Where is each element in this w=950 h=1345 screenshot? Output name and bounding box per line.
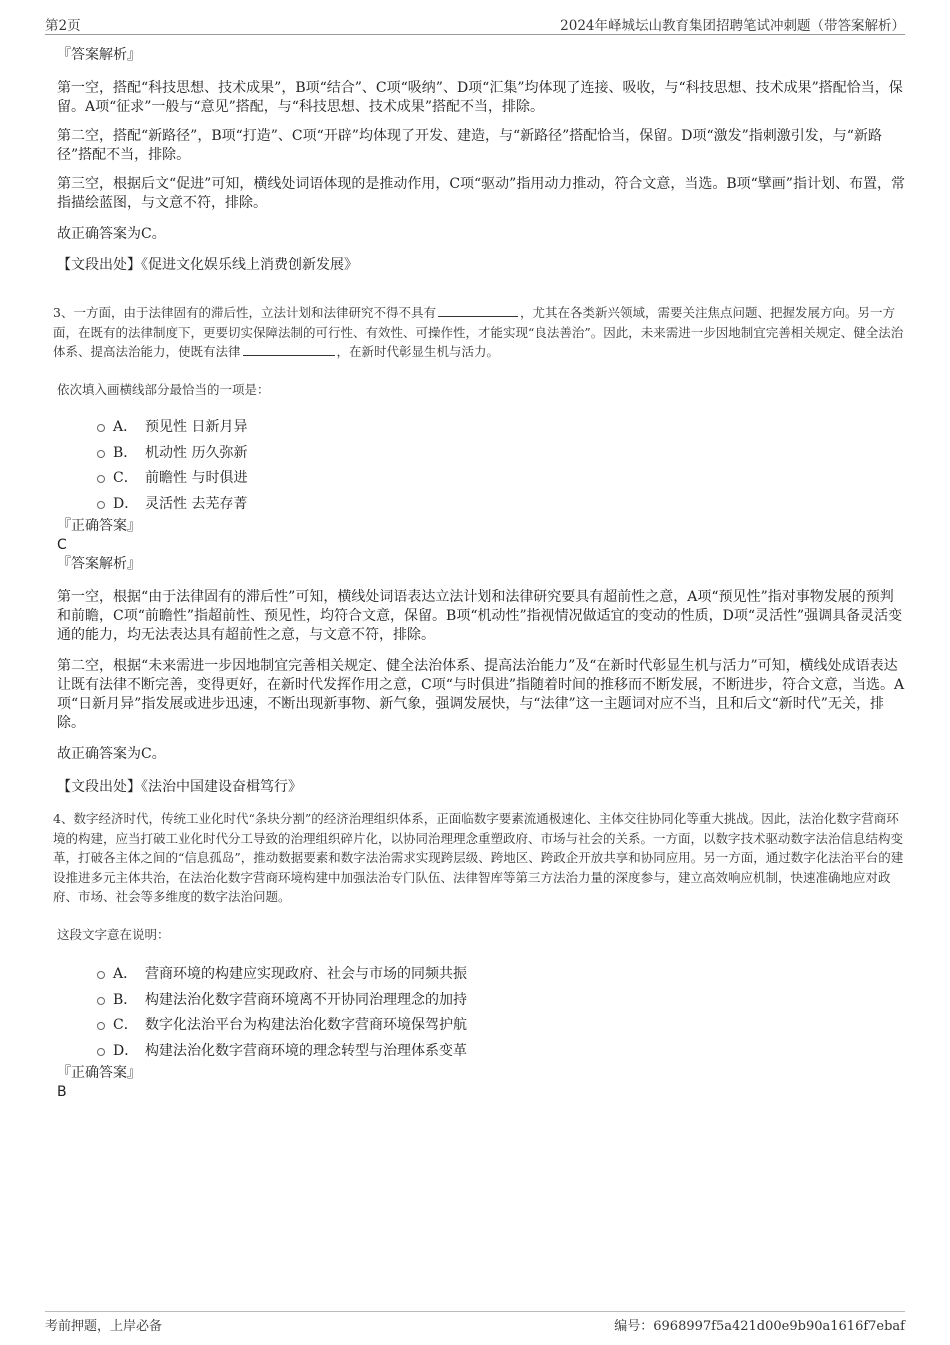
- option-a[interactable]: A． 营商环境的构建应实现政府、社会与市场的同频共振: [57, 962, 905, 988]
- document-title: 2024年峄城坛山教育集团招聘笔试冲刺题（带答案解析）: [560, 18, 905, 34]
- answer-value: B: [57, 1084, 67, 1100]
- question-prompt: 这段文字意在说明：: [57, 926, 170, 942]
- page-number: 第2页: [45, 18, 81, 34]
- options-list: [57, 962, 905, 1064]
- footer-slogan: 考前押题，上岸必备: [45, 1319, 163, 1334]
- option-a[interactable]: A． 预见性 日新月异: [57, 415, 905, 441]
- option-b[interactable]: B． 构建法治化数字营商环境离不开协同治理理念的加持: [57, 988, 905, 1014]
- page-header: [45, 14, 905, 35]
- question-prompt: 依次填入画横线部分最恰当的一项是：: [57, 381, 270, 397]
- fill-blank: [438, 304, 518, 317]
- page-footer: [45, 1311, 905, 1337]
- radio-icon[interactable]: [97, 424, 105, 432]
- question-stem: 4、数字经济时代，传统工业化时代“条块分割”的经济治理组织体系，正面临数字要素流通极速化、主体交往协同化等重大挑战。因此，法治化数字营商环境的构建，应当打破工业化时代分工导致的治理组织碎片化，以协同治理理念重塑政府、市场与社会的关系。一方面，以数字技术驱动数字法治信息结构变革，打破各主体之间的“信息孤岛”，推动数据要素和数字法治需求实现跨层级、跨地区、跨政企开放共享和协同应用。另一方面，通过数字化法治平台的建设推进多元主体共治，在法治化数字营商环境构建中加强法治专门队伍、法律智库等第三方法治力量的深度参与，建立高效响应机制，快速准确地应对政府、市场、社会等多维度的数字法治问题。: [53, 811, 904, 904]
- answer-label: 『正确答案』: [57, 1065, 141, 1081]
- stem-text: 3、一方面，由于法律固有的滞后性，立法计划和法律研究不得不具有: [53, 305, 436, 320]
- conclusion: 故正确答案为C。: [57, 746, 166, 762]
- document-body: [53, 46, 905, 1102]
- analysis-paragraph: 第二空，根据“未来需进一步因地制宜完善相关规定、健全法治体系、提高法治能力”及“在新时代彰显生机与活力”可知，横线处成语表达让既有法律不断完善，变得更好，在新时代发挥作用之意，C项“与时俱进”指随着时间的推移而不断发展，不断进步，符合文意，当选。A项“日新月异”指发展或进步迅速，不断出现新事物、新气象，强调发展快，与“法律”这一主题词对应不当，且和后文“新时代”无关，排除。: [57, 658, 905, 731]
- answer-label: 『正确答案』: [57, 518, 141, 534]
- option-d[interactable]: D． 灵活性 去芜存菁: [57, 492, 905, 518]
- analysis-paragraph: 第一空，搭配“科技思想、技术成果”，B项“结合”、C项“吸纳”、D项“汇集”均体现了连接、吸收，与“科技思想、技术成果”搭配恰当，保留。A项“征求”一般与“意见”搭配，与“科技思想、技术成果”搭配不当，排除。: [57, 80, 903, 115]
- options-list: [57, 415, 905, 517]
- analysis-paragraph: 第二空，搭配“新路径”，B项“打造”、C项“开辟”均体现了开发、建造，与“新路径”搭配恰当，保留。D项“激发”指刺激引发，与“新路径”搭配不当，排除。: [57, 128, 882, 163]
- option-c[interactable]: C． 前瞻性 与时俱进: [57, 466, 905, 492]
- radio-icon[interactable]: [97, 1048, 105, 1056]
- radio-icon[interactable]: [97, 475, 105, 483]
- question-stem: [53, 303, 905, 362]
- source-citation: 【文段出处】《法治中国建设奋楫笃行》: [57, 779, 302, 795]
- document-code: 编号：6968997f5a421d00e9b90a1616f7ebaf: [614, 1319, 905, 1334]
- analysis-label: 『答案解析』: [57, 47, 141, 63]
- radio-icon[interactable]: [97, 450, 105, 458]
- option-d[interactable]: D． 构建法治化数字营商环境的理念转型与治理体系变革: [57, 1039, 905, 1065]
- fill-blank: [243, 343, 335, 356]
- radio-icon[interactable]: [97, 501, 105, 509]
- radio-icon[interactable]: [97, 1022, 105, 1030]
- conclusion: 故正确答案为C。: [57, 226, 166, 242]
- stem-text: ，在新时代彰显生机与活力。: [336, 344, 500, 359]
- source-citation: 【文段出处】《促进文化娱乐线上消费创新发展》: [57, 257, 358, 273]
- analysis-paragraph: 第三空，根据后文“促进”可知，横线处词语体现的是推动作用，C项“驱动”指用动力推动，符合文意，当选。B项“擘画”指计划、布置，常指描绘蓝图，与文意不符，排除。: [57, 176, 905, 211]
- stem-text: ，尤其在各类新兴领域，需要关注焦点问题、把握发展方向。另一方面，在既有的法律制度下，更要切实保障法制的可行性、有效性、可操作性，才能实现“良法善治”。因此，未来需进一步因地制宜完善相关规定、健全法治体系、提高法治能力，使既有法律: [53, 305, 904, 359]
- answer-value: C: [57, 537, 67, 553]
- option-b[interactable]: B． 机动性 历久弥新: [57, 441, 905, 467]
- analysis-label: 『答案解析』: [57, 556, 141, 572]
- radio-icon[interactable]: [97, 997, 105, 1005]
- option-c[interactable]: C． 数字化法治平台为构建法治化数字营商环境保驾护航: [57, 1013, 905, 1039]
- analysis-paragraph: 第一空，根据“由于法律固有的滞后性”可知，横线处词语表达立法计划和法律研究要具有超前性之意，A项“预见性”指对事物发展的预判和前瞻，C项“前瞻性”指超前性、预见性，均符合文意，保留。B项“机动性”指视情况做适宜的变动的性质，D项“灵活性”强调具备灵活变通的能力，均无法表达具有超前性之意，与文意不符，排除。: [57, 589, 903, 643]
- radio-icon[interactable]: [97, 971, 105, 979]
